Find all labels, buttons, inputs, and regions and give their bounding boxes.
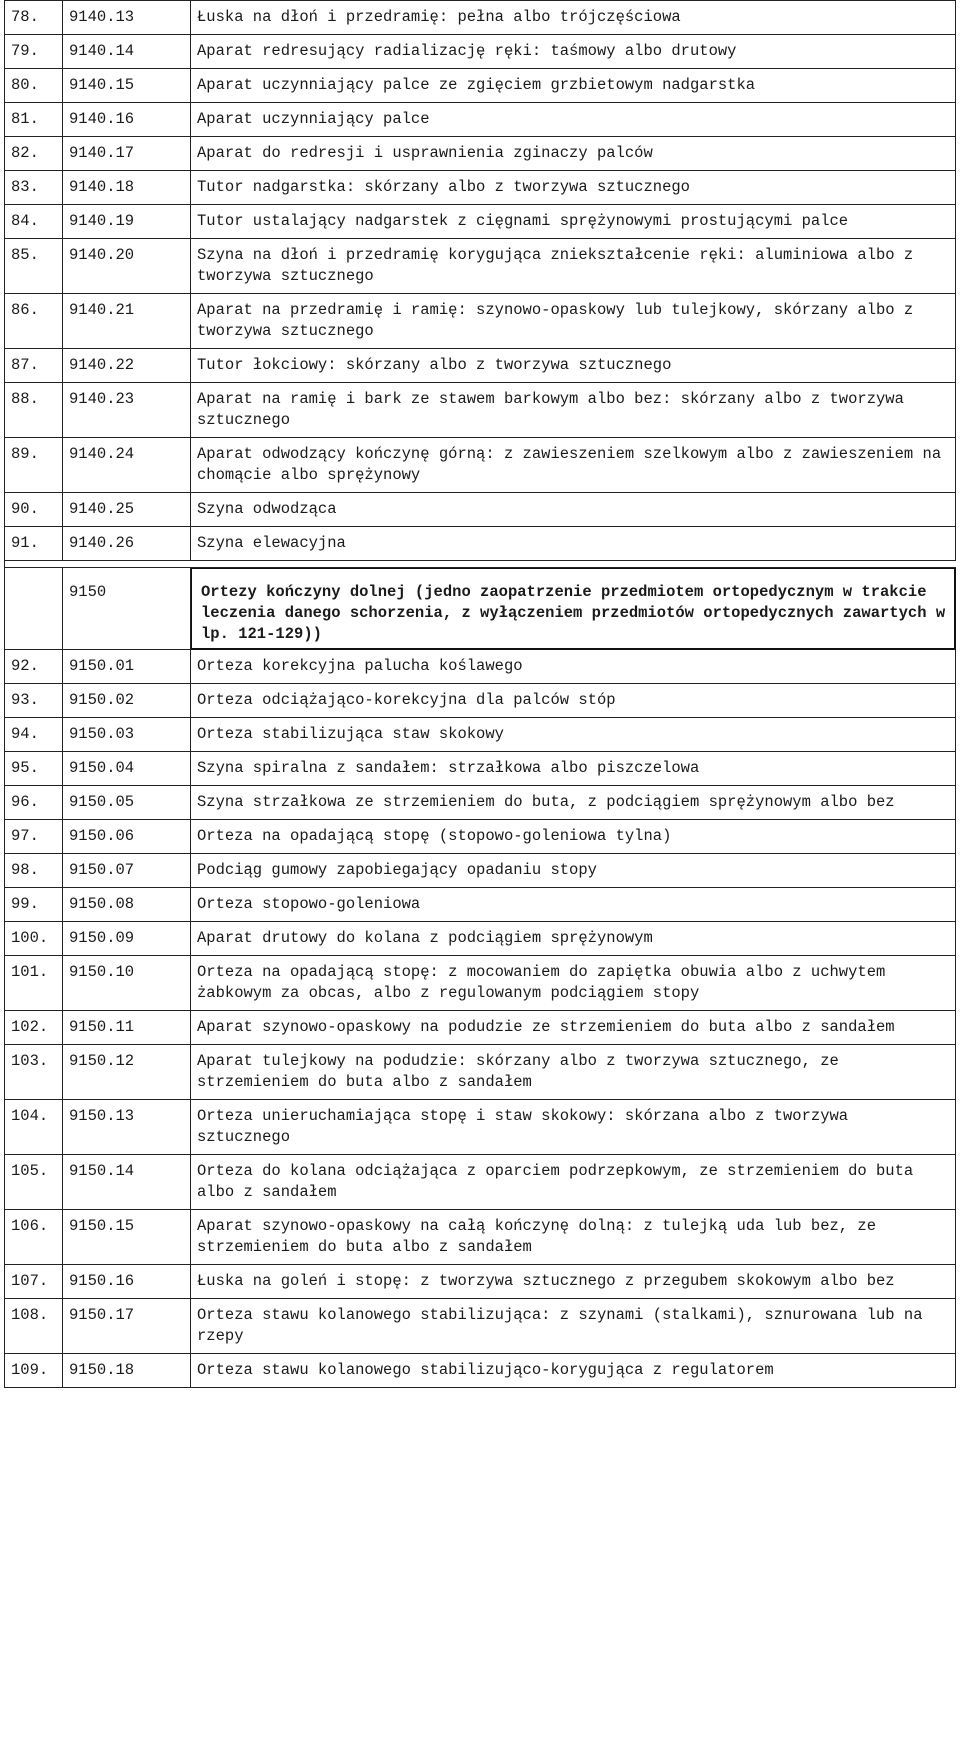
row-code: 9140.23 <box>63 383 191 438</box>
row-code: 9140.16 <box>63 103 191 137</box>
row-number: 90. <box>5 493 63 527</box>
row-code: 9140.19 <box>63 205 191 239</box>
table-row <box>5 650 956 684</box>
row-description: Aparat odwodzący kończynę górną: z zawieszeniem szelkowym albo z zawieszeniem na chomącie albo sprężynowy <box>191 438 956 493</box>
section-lp-cell <box>5 568 63 650</box>
table-row <box>5 820 956 854</box>
row-code: 9150.02 <box>63 684 191 718</box>
row-description: Łuska na dłoń i przedramię: pełna albo trójczęściowa <box>191 1 956 35</box>
row-number: 108. <box>5 1299 63 1354</box>
row-code: 9150.13 <box>63 1100 191 1155</box>
table-row <box>5 718 956 752</box>
section-spacer <box>5 561 956 568</box>
table-row <box>5 752 956 786</box>
row-code: 9150.04 <box>63 752 191 786</box>
row-number: 87. <box>5 349 63 383</box>
table-row <box>5 349 956 383</box>
table-body-upper <box>5 1 956 561</box>
row-description: Aparat szynowo-opaskowy na całą kończynę dolną: z tulejką uda lub bez, ze strzemieniem do buta albo z sandałem <box>191 1210 956 1265</box>
table-row <box>5 205 956 239</box>
table-row <box>5 103 956 137</box>
table-row <box>5 383 956 438</box>
row-description: Orteza na opadającą stopę (stopowo-goleniowa tylna) <box>191 820 956 854</box>
row-description: Aparat do redresji i usprawnienia zginaczy palców <box>191 137 956 171</box>
table-row <box>5 527 956 561</box>
row-description: Tutor łokciowy: skórzany albo z tworzywa sztucznego <box>191 349 956 383</box>
row-code: 9150.16 <box>63 1265 191 1299</box>
row-number: 86. <box>5 294 63 349</box>
row-number: 78. <box>5 1 63 35</box>
row-code: 9150.10 <box>63 956 191 1011</box>
row-code: 9150.06 <box>63 820 191 854</box>
row-number: 98. <box>5 854 63 888</box>
row-description: Tutor nadgarstka: skórzany albo z tworzywa sztucznego <box>191 171 956 205</box>
row-description: Orteza korekcyjna palucha koślawego <box>191 650 956 684</box>
row-number: 109. <box>5 1354 63 1388</box>
row-number: 81. <box>5 103 63 137</box>
row-number: 85. <box>5 239 63 294</box>
row-number: 94. <box>5 718 63 752</box>
row-code: 9140.14 <box>63 35 191 69</box>
row-number: 89. <box>5 438 63 493</box>
table-row <box>5 1100 956 1155</box>
row-description: Łuska na goleń i stopę: z tworzywa sztucznego z przegubem skokowym albo bez <box>191 1265 956 1299</box>
row-description: Szyna elewacyjna <box>191 527 956 561</box>
row-number: 103. <box>5 1045 63 1100</box>
row-number: 106. <box>5 1210 63 1265</box>
row-number: 97. <box>5 820 63 854</box>
row-number: 83. <box>5 171 63 205</box>
table-row <box>5 1011 956 1045</box>
table-body-lower <box>5 650 956 1388</box>
row-description: Aparat szynowo-opaskowy na podudzie ze strzemieniem do buta albo z sandałem <box>191 1011 956 1045</box>
table-row <box>5 438 956 493</box>
row-code: 9140.22 <box>63 349 191 383</box>
section-header-row <box>5 568 956 650</box>
row-description: Orteza unieruchamiająca stopę i staw skokowy: skórzana albo z tworzywa sztucznego <box>191 1100 956 1155</box>
row-number: 101. <box>5 956 63 1011</box>
row-code: 9140.24 <box>63 438 191 493</box>
items-table <box>4 0 956 1388</box>
row-code: 9140.21 <box>63 294 191 349</box>
table-row <box>5 1 956 35</box>
row-description: Orteza stawu kolanowego stabilizująca: z szynami (stalkami), sznurowana lub na rzepy <box>191 1299 956 1354</box>
table-row <box>5 493 956 527</box>
row-code: 9150.07 <box>63 854 191 888</box>
row-description: Szyna spiralna z sandałem: strzałkowa albo piszczelowa <box>191 752 956 786</box>
row-code: 9150.05 <box>63 786 191 820</box>
table-row <box>5 171 956 205</box>
row-code: 9150.15 <box>63 1210 191 1265</box>
row-description: Aparat na przedramię i ramię: szynowo-opaskowy lub tulejkowy, skórzany albo z tworzywa sztucznego <box>191 294 956 349</box>
row-code: 9150.03 <box>63 718 191 752</box>
row-code: 9150.18 <box>63 1354 191 1388</box>
table-row <box>5 1354 956 1388</box>
row-description: Orteza stawu kolanowego stabilizująco-korygująca z regulatorem <box>191 1354 956 1388</box>
table-row <box>5 1045 956 1100</box>
row-code: 9150.12 <box>63 1045 191 1100</box>
table-row <box>5 1265 956 1299</box>
table-row <box>5 922 956 956</box>
row-code: 9150.08 <box>63 888 191 922</box>
row-code: 9140.15 <box>63 69 191 103</box>
row-code: 9140.20 <box>63 239 191 294</box>
row-code: 9150.14 <box>63 1155 191 1210</box>
row-code: 9150.09 <box>63 922 191 956</box>
table-row <box>5 239 956 294</box>
table-row <box>5 684 956 718</box>
row-description: Podciąg gumowy zapobiegający opadaniu stopy <box>191 854 956 888</box>
row-description: Aparat tulejkowy na podudzie: skórzany albo z tworzywa sztucznego, ze strzemieniem do buta albo z sandałem <box>191 1045 956 1100</box>
row-description: Aparat redresujący radializację ręki: taśmowy albo drutowy <box>191 35 956 69</box>
row-number: 91. <box>5 527 63 561</box>
row-number: 80. <box>5 69 63 103</box>
table-row <box>5 1155 956 1210</box>
row-number: 102. <box>5 1011 63 1045</box>
table-row <box>5 137 956 171</box>
section-header-group <box>5 561 956 650</box>
row-number: 79. <box>5 35 63 69</box>
row-number: 84. <box>5 205 63 239</box>
row-description: Szyna na dłoń i przedramię korygująca zniekształcenie ręki: aluminiowa albo z tworzywa sztucznego <box>191 239 956 294</box>
row-code: 9140.18 <box>63 171 191 205</box>
table-row <box>5 35 956 69</box>
row-description: Orteza odciążająco-korekcyjna dla palców stóp <box>191 684 956 718</box>
row-code: 9140.26 <box>63 527 191 561</box>
table-row <box>5 956 956 1011</box>
row-description: Tutor ustalający nadgarstek z cięgnami sprężynowymi prostującymi palce <box>191 205 956 239</box>
row-description: Aparat na ramię i bark ze stawem barkowym albo bez: skórzany albo z tworzywa sztucznego <box>191 383 956 438</box>
table-row <box>5 1210 956 1265</box>
section-title: Ortezy kończyny dolnej (jedno zaopatrzenie przedmiotem ortopedycznym w trakcie leczenia danego schorzenia, z wyłączeniem przedmiotów ortopedycznych zawartych w lp. 121-129)) <box>191 568 956 650</box>
row-code: 9140.25 <box>63 493 191 527</box>
table-row <box>5 1299 956 1354</box>
row-number: 95. <box>5 752 63 786</box>
row-code: 9150.17 <box>63 1299 191 1354</box>
row-number: 99. <box>5 888 63 922</box>
row-description: Szyna odwodząca <box>191 493 956 527</box>
row-code: 9150.01 <box>63 650 191 684</box>
row-code: 9140.13 <box>63 1 191 35</box>
row-description: Aparat uczynniający palce ze zgięciem grzbietowym nadgarstka <box>191 69 956 103</box>
row-number: 105. <box>5 1155 63 1210</box>
row-number: 104. <box>5 1100 63 1155</box>
table-row <box>5 888 956 922</box>
row-number: 82. <box>5 137 63 171</box>
section-code: 9150 <box>63 568 191 650</box>
row-number: 88. <box>5 383 63 438</box>
table-row <box>5 294 956 349</box>
row-description: Orteza stopowo-goleniowa <box>191 888 956 922</box>
row-description: Orteza do kolana odciążająca z oparciem podrzepkowym, ze strzemieniem do buta albo z sandałem <box>191 1155 956 1210</box>
table-row <box>5 854 956 888</box>
row-code: 9140.17 <box>63 137 191 171</box>
row-number: 100. <box>5 922 63 956</box>
row-number: 107. <box>5 1265 63 1299</box>
row-description: Aparat drutowy do kolana z podciągiem sprężynowym <box>191 922 956 956</box>
table-row <box>5 69 956 103</box>
table-row <box>5 786 956 820</box>
row-description: Orteza stabilizująca staw skokowy <box>191 718 956 752</box>
row-number: 93. <box>5 684 63 718</box>
row-description: Szyna strzałkowa ze strzemieniem do buta, z podciągiem sprężynowym albo bez <box>191 786 956 820</box>
row-description: Aparat uczynniający palce <box>191 103 956 137</box>
row-description: Orteza na opadającą stopę: z mocowaniem do zapiętka obuwia albo z uchwytem żabkowym za obcas, albo z regulowanym podciągiem stopy <box>191 956 956 1011</box>
row-number: 96. <box>5 786 63 820</box>
row-number: 92. <box>5 650 63 684</box>
row-code: 9150.11 <box>63 1011 191 1045</box>
